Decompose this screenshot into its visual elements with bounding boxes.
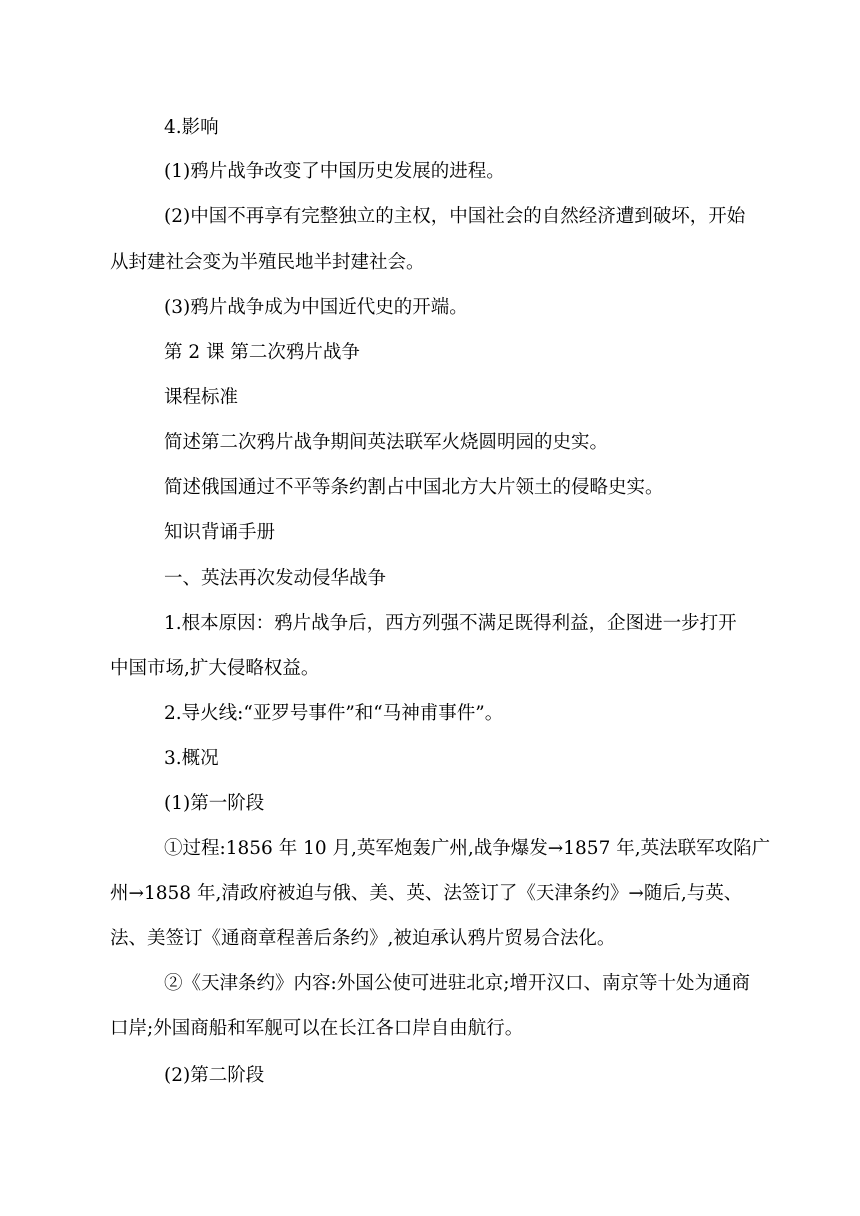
paragraph-line: 法、美签订《通商章程善后条约》,被迫承认鸦片贸易合法化。 [110, 928, 616, 949]
subheading: (2)第二阶段 [164, 1065, 265, 1086]
paragraph-line: 从封建社会变为半殖民地半封建社会。 [110, 252, 425, 273]
paragraph-line: 简述俄国通过不平等条约割占中国北方大片领土的侵略史实。 [164, 477, 664, 498]
paragraph-line: (3)鸦片战争成为中国近代史的开端。 [164, 297, 468, 318]
section-heading: 知识背诵手册 [164, 522, 276, 543]
subheading: (1)第一阶段 [164, 793, 265, 814]
paragraph-line: 口岸;外国商船和军舰可以在长江各口岸自由航行。 [110, 1018, 524, 1039]
paragraph-line: 1.根本原因：鸦片战争后，西方列强不满足既得利益，企图进一步打开 [164, 613, 737, 634]
lesson-title: 第 2 课 第二次鸦片战争 [164, 342, 360, 363]
paragraph-line: 州→1858 年,清政府被迫与俄、美、英、法签订了《天津条约》→随后,与英、 [110, 883, 743, 904]
heading-influence: 4.影响 [164, 117, 219, 138]
paragraph-line: ①过程:1856 年 10 月,英军炮轰广州,战争爆发→1857 年,英法联军攻陷广 [164, 838, 771, 859]
subheading: 3.概况 [164, 748, 219, 769]
section-heading: 一、英法再次发动侵华战争 [164, 568, 387, 589]
paragraph-line: ②《天津条约》内容:外国公使可进驻北京;增开汉口、南京等十处为通商 [164, 973, 750, 994]
paragraph-line: (1)鸦片战争改变了中国历史发展的进程。 [164, 161, 505, 182]
paragraph-line: 中国市场,扩大侵略权益。 [110, 658, 320, 679]
section-heading: 课程标准 [164, 387, 239, 408]
paragraph-line: 2.导火线:“亚罗号事件”和“马神甫事件”。 [164, 703, 504, 724]
paragraph-line: 简述第二次鸦片战争期间英法联军火烧圆明园的史实。 [164, 432, 609, 453]
paragraph-line: (2)中国不再享有完整独立的主权，中国社会的自然经济遭到破坏，开始 [164, 206, 746, 227]
